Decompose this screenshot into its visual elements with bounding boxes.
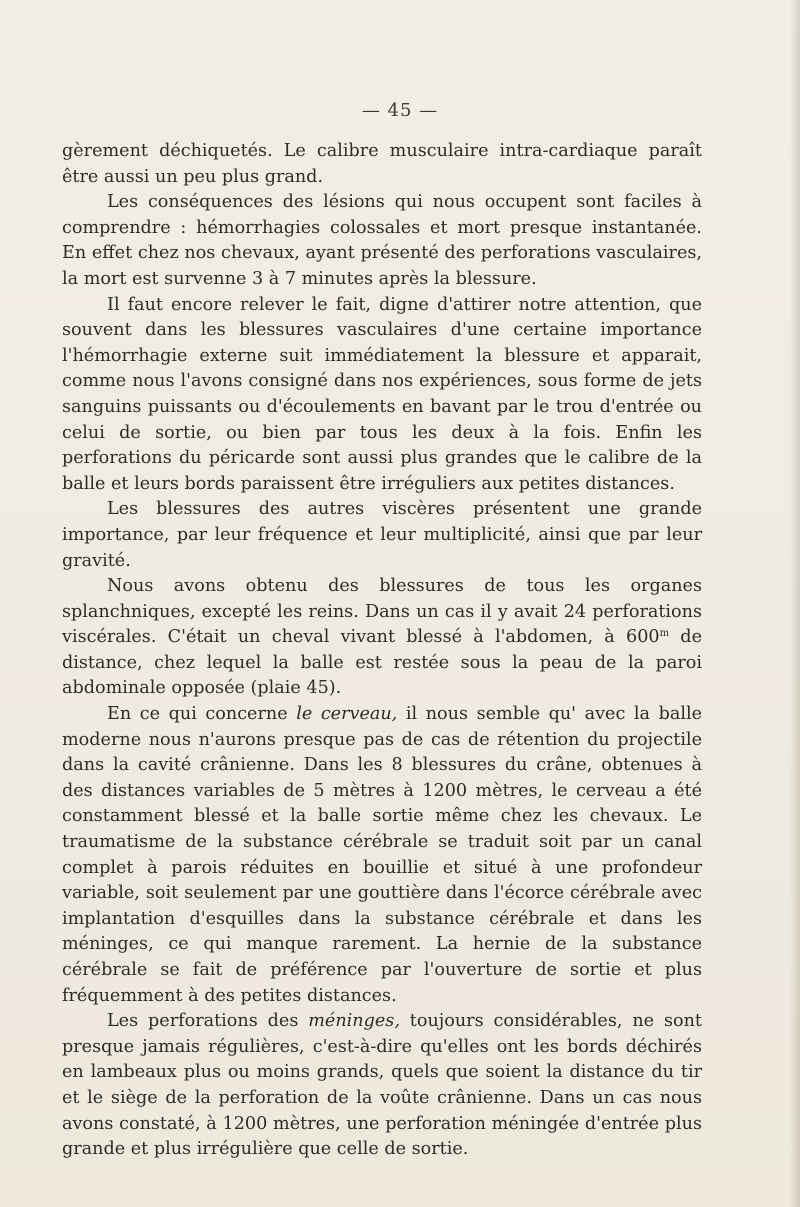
paragraph-2: Les conséquences des lésions qui nous occupent sont faciles à comprendre : hémorrhagies colossales et mort presque instantanée. En effet chez nos chevaux, ayant présenté des perforations vasculaires, la mort est survenne 3 à 7 minutes après la blessure. [62, 192, 702, 289]
page-number: — 45 — [361, 100, 439, 121]
paragraph-7 [62, 1009, 702, 1163]
body-text [62, 139, 702, 1163]
paragraph-1: gèrement déchiquetés. Le calibre musculaire intra-cardiaque paraît être aussi un peu plus grand. [62, 141, 702, 187]
paragraph-6-italic: le cerveau, [296, 704, 398, 725]
paragraph-6-text-a: En ce qui concerne [107, 704, 297, 725]
paragraph-7-text-a: Les perforations des [107, 1011, 309, 1032]
paragraph-6-text-b: il nous semble qu' avec la balle moderne nous n'aurons presque pas de cas de rétention du projectile dans la cavité crânienne. Dans les 8 blessures du crâne, obtenues à des distances variables de 5 mètres à 1200 mètres, le cerveau a été constamment blessé et la balle sortie même chez les chevaux. Le traumatisme de la substance cérébrale se traduit soit par un canal complet à parois réduites en bouillie et situé à une profondeur variable, soit seulement par une gouttière dans l'écorce cérébrale avec implantation d'esquilles dans la substance cérébrale et dans les méninges, ce qui manque rarement. La hernie de la substance cérébrale se fait de préférence par l'ouverture de sortie et plus fréquemment à des petites distances. [62, 704, 702, 1006]
paragraph-7-italic: méninges, [308, 1011, 400, 1032]
paragraph-5-superscript: m [659, 628, 670, 640]
paragraph-5-text-a: Nous avons obtenu des blessures de tous les organes splanchniques, excepté les reins. Dans un cas il y avait 24 perforations viscérales. C'était un cheval vivant blessé à l'abdomen, à 600 [62, 576, 702, 648]
paragraph-3: Il faut encore relever le fait, digne d'attirer notre attention, que souvent dans les blessures vasculaires d'une certaine importance l'hémorrhagie externe suit immédiatement la blessure et apparait, comme nous l'avons consigné dans nos expériences, sous forme de jets sanguins puissants ou d'écoulements en bavant par le trou d'entrée ou celui de sortie, ou bien par tous les deux à la fois. Enfin les perforations du péricarde sont aussi plus grandes que le calibre de la balle et leurs bords paraissent être irréguliers aux petites distances. [62, 294, 702, 494]
page-edge-shadow [790, 0, 800, 1207]
paragraph-4: Les blessures des autres viscères présentent une grande importance, par leur fréquence et leur multiplicité, ainsi que par leur gravité. [62, 499, 702, 571]
paragraph-7-text-b: toujours considérables, ne sont presque jamais régulières, c'est-à-dire qu'elles ont les bords déchirés en lambeaux plus ou moins grands, quels que soient la distance du tir et le siège de la perforation de la voûte crânienne. Dans un cas nous avons constaté, à 1200 mètres, une perforation méningée d'entrée plus grande et plus irrégulière que celle de sortie. [62, 1011, 702, 1160]
paragraph-5-text-b: de distance, chez lequel la balle est restée sous la peau de la paroi abdominale opposée (plaie 45). [62, 627, 702, 699]
paragraph-5 [62, 574, 702, 702]
paragraph-6 [62, 702, 702, 1009]
